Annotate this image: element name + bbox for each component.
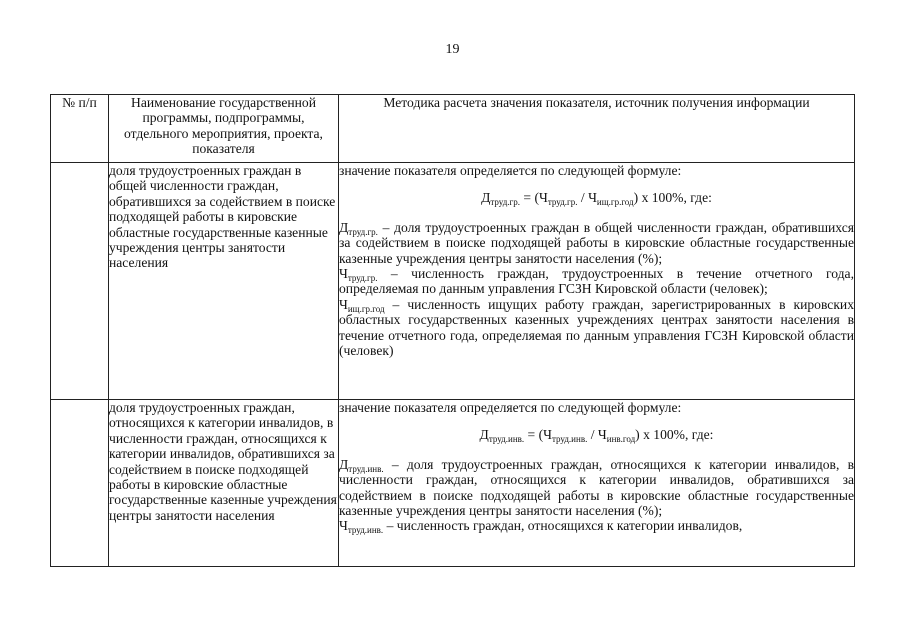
- formula: $Д_{труд.гр.} = (Ч_{труд.гр.} / Ч_{ищ.гр.год})$ x 100%, где:: [481, 190, 712, 208]
- definition: $Ч_{труд.гр.}$ – численность граждан, трудоустроенных в течение отчетного года, определяемая по данным управления ГСЗН Кировской области (человек);: [339, 266, 854, 297]
- definition: $Д_{труд.гр.}$ – доля трудоустроенных граждан в общей численности граждан, обратившихся за содействием в поиске подходящей работы в кировские областные государственные казенные учреждения центры занятости населения (%);: [339, 219, 854, 266]
- definition: $Ч_{труд.инв.}$ – численность граждан, относящихся к категории инвалидов,: [339, 518, 743, 536]
- table-header-row: [51, 95, 855, 163]
- definition: $Д_{труд.инв.}$ – доля трудоустроенных граждан, относящихся к категории инвалидов, в численности граждан, относящихся к категории инвалидов, обратившихся за содействием в поиске подходящей работы в кировские областные государственные казенные учреждения центры занятости населения (%);: [339, 456, 854, 519]
- row-num: [51, 400, 109, 567]
- table-row: [51, 163, 855, 400]
- header-name: Наименование государственной программы, подпрограммы, отдельного мероприятия, проекта, показателя: [109, 95, 339, 163]
- method-cell: [339, 163, 855, 400]
- page-number: 19: [445, 42, 460, 57]
- method-intro: значение показателя определяется по следующей формуле:: [339, 163, 682, 178]
- row-num: [51, 163, 109, 400]
- indicator-name: доля трудоустроенных граждан в общей численности граждан, обратившихся за содействием в поиске подходящей работы в кировские областные государственные казенные учреждения центры занятости населения: [109, 163, 339, 400]
- header-num: № п/п: [51, 95, 109, 163]
- table-row: [51, 400, 855, 567]
- formula: $Д_{труд.инв.} = (Ч_{труд.инв.} / Ч_{инв.год})$ x 100%, где:: [479, 427, 714, 445]
- header-method: Методика расчета значения показателя, источник получения информации: [339, 95, 855, 163]
- indicator-name: доля трудоустроенных граждан, относящихся к категории инвалидов, в численности граждан, относящихся к категории инвалидов, обратившихся за содействием в поиске подходящей работы в кировские областные государственные казенные учреждения центры занятости населения: [109, 400, 339, 567]
- method-cell: [339, 400, 855, 567]
- definition: $Ч_{ищ.гр.год}$ – численность ищущих работу граждан, зарегистрированных в кировских областных государственных казенных учреждениях центрах занятости населения в течение отчетного года, определяемая по данным управления ГСЗН Кировской области (человек): [339, 296, 854, 359]
- method-intro: значение показателя определяется по следующей формуле:: [339, 400, 682, 415]
- indicator-table: [50, 94, 855, 567]
